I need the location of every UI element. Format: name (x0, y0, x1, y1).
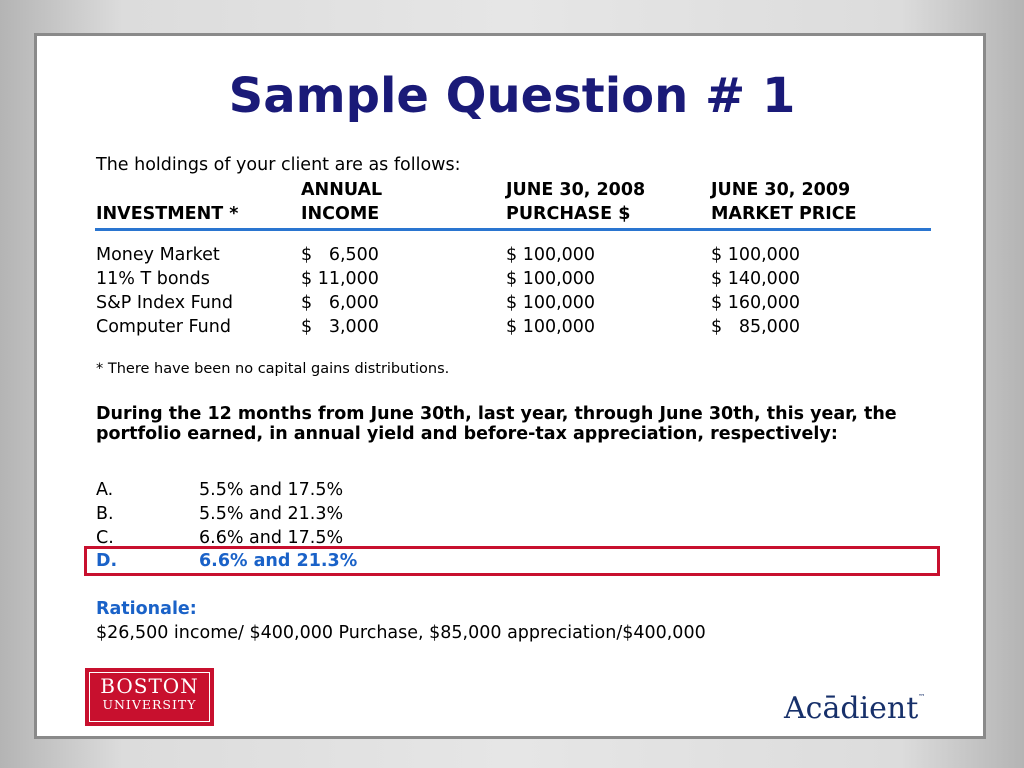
table-cell: $ 6,500 (301, 245, 379, 265)
option-letter: C. (96, 528, 114, 548)
table-cell: Money Market (96, 245, 220, 265)
option-text: 5.5% and 17.5% (199, 480, 344, 500)
header-rule (95, 228, 931, 231)
option-letter: A. (96, 480, 114, 500)
footnote: * There have been no capital gains distributions. (96, 361, 450, 377)
rationale-label: Rationale: (96, 599, 197, 619)
table-cell: $ 3,000 (301, 317, 379, 337)
option-letter: B. (96, 504, 114, 524)
option-text-correct: 6.6% and 21.3% (199, 551, 358, 571)
trademark-mark: ™ (918, 693, 926, 701)
table-cell: 11% T bonds (96, 269, 210, 289)
header-purchase-line1: JUNE 30, 2008 (506, 180, 646, 200)
acadient-wordmark: Acādient (784, 691, 919, 726)
table-cell: $ 85,000 (711, 317, 801, 337)
boston-university-logo (85, 668, 214, 726)
header-market-line1: JUNE 30, 2009 (711, 180, 851, 200)
acadient-logo (784, 691, 926, 726)
table-cell: S&P Index Fund (96, 293, 234, 313)
table-cell: $ 100,000 (506, 269, 596, 289)
option-text: 6.6% and 17.5% (199, 528, 344, 548)
table-cell: $ 160,000 (711, 293, 801, 313)
header-annual-line2: INCOME (301, 204, 380, 224)
header-purchase-line2: PURCHASE $ (506, 204, 631, 224)
table-cell: $ 140,000 (711, 269, 801, 289)
table-cell: Computer Fund (96, 317, 231, 337)
table-cell: $ 100,000 (506, 317, 596, 337)
table-cell: $ 100,000 (506, 293, 596, 313)
table-cell: $ 100,000 (711, 245, 801, 265)
page-title: Sample Question # 1 (228, 68, 796, 124)
rationale-text: $26,500 income/ $400,000 Purchase, $85,000 appreciation/$400,000 (96, 623, 706, 643)
header-investment: INVESTMENT * (96, 204, 239, 224)
table-cell: $ 100,000 (506, 245, 596, 265)
intro-text: The holdings of your client are as follows: (96, 155, 461, 175)
header-market-line2: MARKET PRICE (711, 204, 857, 224)
logo-text-line1: BOSTON (100, 674, 199, 698)
option-letter-correct: D. (96, 551, 118, 571)
option-text: 5.5% and 21.3% (199, 504, 344, 524)
header-annual-line1: ANNUAL (301, 180, 383, 200)
logo-text-line2: UNIVERSITY (102, 697, 197, 712)
question-text: During the 12 months from June 30th, last year, through June 30th, this year, the portfolio earned, in annual yield and before-tax appreciation, respectively: (96, 404, 897, 444)
table-cell: $ 11,000 (301, 269, 379, 289)
table-cell: $ 6,000 (301, 293, 379, 313)
